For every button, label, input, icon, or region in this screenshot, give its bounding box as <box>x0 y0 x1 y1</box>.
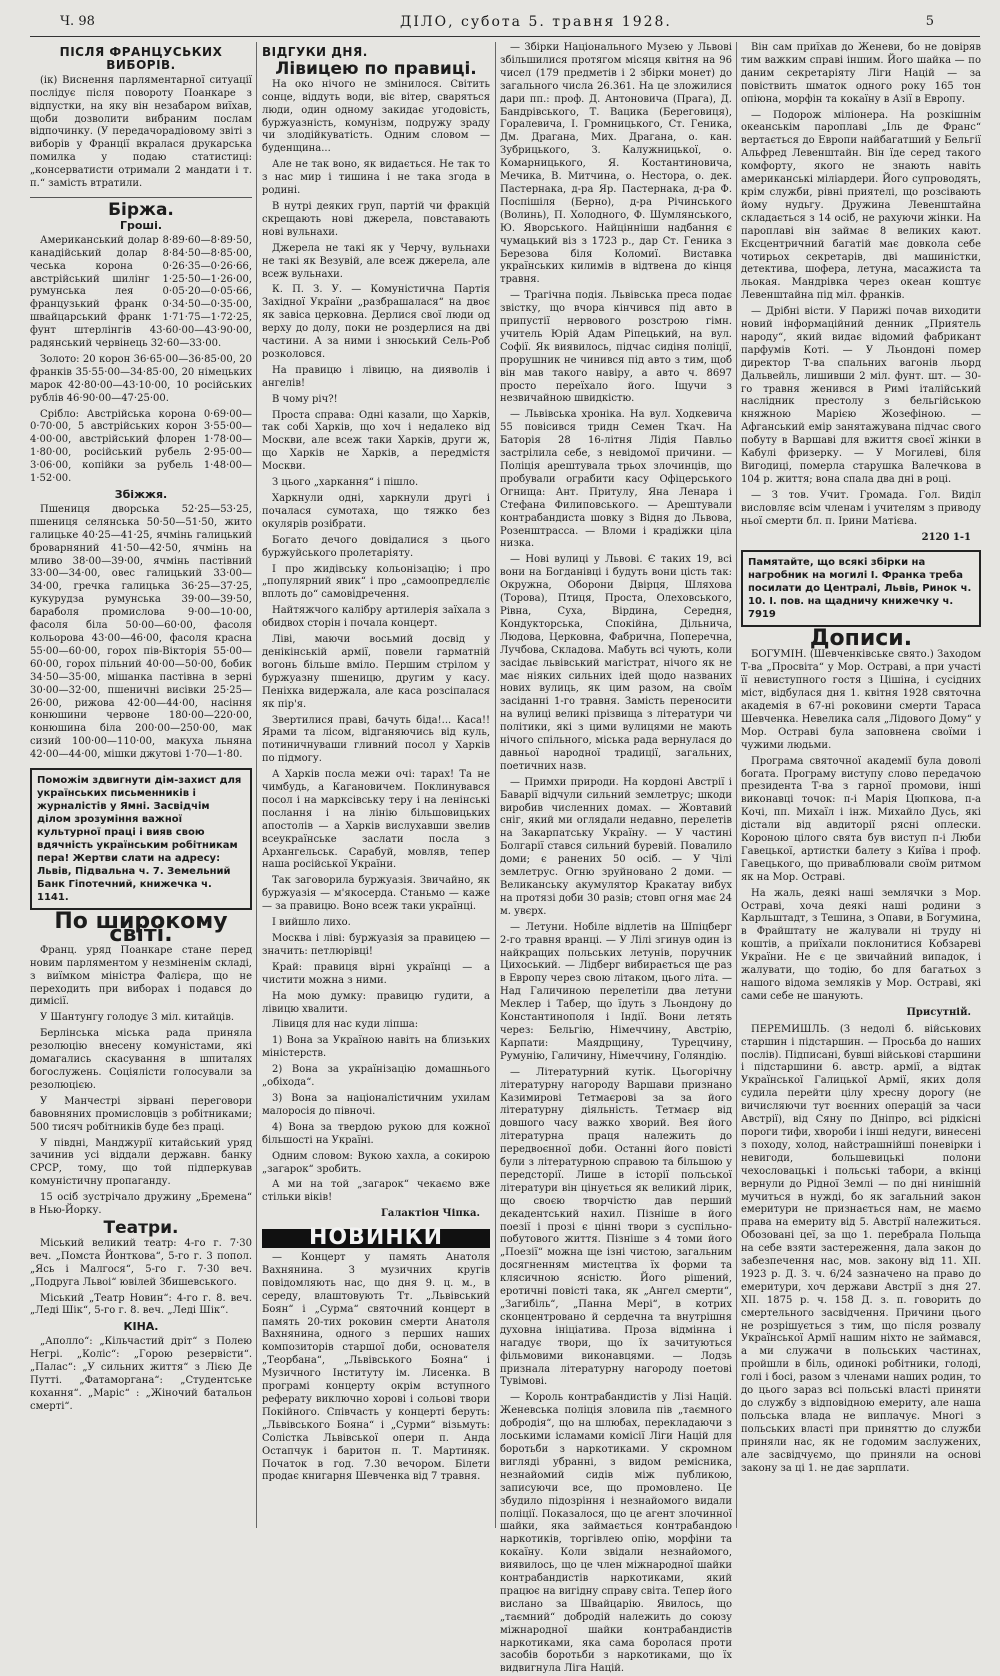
voices-heading: ВІДГУКИ ДНЯ. <box>262 45 368 59</box>
feuilleton-paragraph: Звертилися праві, бачуть біда!... Каса!! Ярами та лісом, відганяючись від куль, потиничнуваши гливний посол у Харків по підмогу. <box>262 714 490 765</box>
franko-appeal-box: Памятайте, що всякі збірки на нагробник на могилі І. Франка треба посилати до Централі, Львів, Ринок ч. 10. І. пов. на щадничу книжечку ч. 7919 <box>741 550 981 627</box>
column-divider <box>495 42 496 1528</box>
masthead <box>0 14 1000 44</box>
world-heading: По широкому світі. <box>54 909 228 947</box>
newspaper-title: ДІЛО, субота 5. травня 1928. <box>400 14 672 30</box>
feuilleton-paragraph: Одним словом: Вукою хахла, а сокирою „загарок“ зробить. <box>262 1150 490 1175</box>
report-paragraph: БОГУМІН. (Шевченківське свято.) Заходом Т-ва „Просвіта“ у Мор. Остраві, а при участі її невиступного гостя з Цішіна, і сусідних міст, відбулася дня 1. квітня 1928 святочна академія в 67-ні роковини смерти Тараса Шевченка. Невелика саля „Лідового Дому“ у Мор. Остраві була заповнена своїми і чужими людьми. <box>741 649 981 751</box>
feuilleton-title: Лівицею по правиці. <box>275 58 477 79</box>
news-item: — Львівська хроніка. На вул. Ходкевича 55 повісився тридн Семен Ткач. На Баторія 28 16-літня Лідія Павльо застрілила себе, з невідомої причини. — Поліція арештувала трьох злочинців, що пробували ограбити касу Офіцерського Огнища: Ант. Притулу, Яна Ленара і Стефана Филиповського. — Арештували контрабандиста шовку з Відня до Львова, Розенштрасса. — Вломи і крадіжки ціла низка. <box>500 409 732 550</box>
cinema-subheading: КІНА. <box>123 1320 159 1334</box>
news-item: — Літературний кутік. Цьогорічну літературну нагороду Варшави признано Казимирові Тетмаєрові за за його літературну діяльність. Тетмаєр від довшого часу важко хворий. Вея його літературна праця належить до передвоєнної доби. Останні його повісті були з літературною справою та більшою у передсторії. Лише в історії польської літератури він цінується як великий лірик, що своєю творчістю дав перший декадентський нахил. Пізніше в його поезії і прозі є цінні твори з суспільно-побутового життя. Пізніше з 4 томи його „Поезії“ можна ще ізні чистою, загальним досягненням мистецтва їх форми та клясичною ясністю. Його рішений, еротичні повісті така, як „Ангел смерти“, „Загибіль“, „Панна Мері“, в котрих сконцентровано й сердечна та внутрішня духовна ініціатива. Проза відмінна і нагадує твори, що їх зачитуються фільмовими виконавцями. — Лодзь признала літературну нагороду поетові Тувімові. <box>500 1066 732 1388</box>
theatre-listing: Міський великий театр: 4-го г. 7·30 веч. „Помста Йонткова“, 5-го г. 3 попол. „Ясь і Малгося“, 5-го г. 7·30 веч. „Подруга Львоі“ ювілей Збишевського. <box>30 1237 252 1288</box>
elections-heading: ПІСЛЯ ФРАНЦУСЬКИХ ВИБОРІВ. <box>59 45 223 72</box>
grain-subheading: Збіжжя. <box>114 488 168 501</box>
feuilleton-paragraph: На мою думку: правицю гудити, а лівицю хвалити. <box>262 990 490 1015</box>
column-4 <box>741 42 981 1528</box>
author-signature: Галактіон Чіпка. <box>380 1208 480 1220</box>
world-item: У Шантунгу голодує 3 міл. китайців. <box>40 1012 235 1024</box>
report-paragraph: Програма святочної академії була доволі богата. Програму виступу слово передачою президента Т-ва з гарної промови, інші виконавці точок: п-і Марія Цюпкова, п-а Кочі, пп. Михаїл і інж. Михайло Дусь, які дістали від авдиторії рясні оплески. Короною цілого свята був виступ п-і Люби Гавецької, артистки балету з Київа і проф. Гавецького, що приваблювали своїм ритмом як на Мор. Остраві. <box>741 755 981 883</box>
feuilleton-paragraph: Ліві, маючи восьмий досвід у денікінській армії, повели гарматній вогонь більше вміло. Першим стрілом у буржуазну пшеницю, другим у касу. Пеніхка видержала, але каса розсіпалася як пір'я. <box>262 634 490 710</box>
feuilleton-paragraph: Так заговорила буржуазія. Звичайно, як буржуазія — м'якосерда. Станьмо — каже — за правицю. Воно всеж таки українці. <box>262 875 490 913</box>
money-subheading: Гроші. <box>119 218 163 232</box>
feuilleton-paragraph: І про жидівську кольонізацію; і про „популярний явик“ і про „самоопредлєліє вплоть до“ самовідречення. <box>262 563 490 601</box>
column-3 <box>500 42 732 1675</box>
news-banner: НОВИНКИ <box>262 1229 490 1248</box>
world-item: У Манчестрі зірвані переговори бавовняних промисловців з робітниками; 500 тисяч робітників буде без праці. <box>30 1095 252 1133</box>
money-rates: Американський долар 8·89·60—8·89·50, канадійський долар 8·84·50—8·85·00, чеська корона 0·26·35—0·26·66, австрійський шилінг 1·25·50—1·26·00, румунська лея 0·05·20—0·05·66, французький франк 0·34·50—0·35·00, швайцарський франк 1·71·75—1·72·25, фунт штерлінгів 43·60·00—43·90·00, радянський червінець 32·60—33·00. <box>30 234 252 350</box>
column-divider <box>256 42 257 1528</box>
world-item: У півдні, Манджурії китайський уряд зачинив усі віддали державн. банку СРСР, тому, що той підперкував комуністичну пропаганду. <box>30 1137 252 1188</box>
feuilleton-paragraph: 3) Вона за націоналістичним ухилам малоросія до півночі. <box>262 1092 490 1117</box>
cinema-listing: „Аполло“: „Кільчастий дріт“ з Полею Негрі. „Коліс“: „Горою резервісти“. „Палас“: „У сильних життя“ з Лією Де Путті. „Фатаморгана“: „Студентське кохання“. „Маріс“ : „Жіночий батальон смерті“. <box>30 1336 252 1412</box>
feuilleton-paragraph: К. П. З. У. — Комуністична Партія Західної України „разбрашалася“ на двоє як завіса церковна. Дерлися свої люди од верху до долу, поки не роздерлися на дві частини. А за ними і знюський Сель-Роб розколовся. <box>262 284 490 360</box>
feuilleton-paragraph: 1) Вона за Україною навіть на близьких міністерств. <box>262 1035 490 1060</box>
ad-code: 2120 1-1 <box>921 531 971 543</box>
news-item: — Концерт у память Анатоля Вахнянина. З музичних кругів повідомляють нас, що дня 9. ц. м., в середу, влаштовують Тт. „Львівський Боян“ і „Сурма“ святочний концерт в память 20-тих роковин смерти Анатоля Вахнянина, одного з перших наших композиторів старшої доби, основателя „Теорбана“, „Львівського Бояна“ і Музичного Інституту ім. Лисенка. В програмі концерту окрім вступного реферату виключно хорові і сольові твори Покійного. Співчасть у концерті беруть: „Львівського Бояна“ і „Сурми“ візьмуть: Солістка Львівської опери п. Анда Остапчук і баритон п. Т. Мартиняк. Початок в год. 7.30 вечором. Білети продає книгарня Шевченка від 7 травня. <box>262 1252 490 1483</box>
feuilleton-paragraph: В чому річ?! <box>272 393 338 405</box>
page-number: Ч. 98 <box>60 14 95 29</box>
feuilleton-paragraph: Але не так воно, як видається. Не так то з нас мир і тишина і не така згода в родині. <box>262 159 490 197</box>
report-paragraph: На жаль, деякі наші землячки з Мор. Остраві, хоча деякі наші родини з Карльштадт, з Тешина, з Опави, в Богумина, в Фрайштату не жалували ні труду ні коштів, а приїхали поклонитися Кобзареві України. Не є це звичайний випадок, і жалувати, що тодію, бо для багатьох з нашого відома земляків у Мор. Остраві, які сами себе не шанують. <box>741 887 981 1002</box>
feuilleton-paragraph: 2) Вона за українізацію домашнього „обіхода“. <box>262 1064 490 1089</box>
feuilleton-paragraph: Харкнули одні, харкнули другі і почалася сумотаха, що тяжко без окулярів розібрати. <box>262 493 490 530</box>
theatre-listing: Міський „Театр Новин“: 4-го г. 8. веч. „Леді Шік“, 5-го г. 8. веч. „Леді Шік“. <box>30 1292 252 1317</box>
elections-article: (ік) Виснення парляментарної ситуації послідує після повороту Поанкаре з відпустки, на яку він незабаром виїхав, щоби дозволити вибраним послам відпочинку. (У передачорадіовому звіті з виборів у Франції вкралася друкарська помилка у подаю статистиці: „консерватисти отримали 2 мандати і т. п.“ замість втратили. <box>30 74 252 190</box>
feuilleton-paragraph: Лівиця для нас куди ліпша: <box>272 1019 419 1031</box>
help-appeal-box: Поможім здвигнути дім-захист для українських письменників і журналістів у Ямні. Засвідчім ділом зрозуміння важної культурної праці і вияв свою вдячність українським робітникам пера! Жертви слати на адресу: Львів, Підвальна ч. 7. Земельний Банк Гіпотечний, книжечка ч. 1141. <box>30 768 252 910</box>
column-2 <box>262 42 490 1528</box>
silver-rates: Срібло: Австрійська корона 0·69·00—0·70·00, 5 австрійських корон 3·55·00—4·00·00, австрійський флорен 1·78·00—1·80·00, російський рубель 2·95·00—3·06·00, копійки за рубель 1·48·00—1·52·00. <box>30 408 252 485</box>
feuilleton-paragraph: З цього „харкання“ і пішло. <box>272 477 419 489</box>
gold-rates: Золото: 20 корон 36·65·00—36·85·00, 20 франків 35·55·00—34·85·00, 20 німецьких марок 42·80·00—43·10·00, 10 російських рублів 46·90·00—47·25·00. <box>30 353 252 404</box>
grain-prices: Пшениця дворська 52·25—53·25, пшениця селянська 50·50—51·50, жито галицьке 40·25—41·25, ячмінь галицький броварняний 41·50—42·50, ячмінь на мливо 38·00—39·00, ячмінь пастівний 33·00—34·00, овес галицький 33·00—34·00, гречка галицька 36·25—37·25, кукурудза румунська 39·00—39·50, бараболя промислова 9·00—10·00, фасоля біла 50·00—60·00, фасоля кольорова 43·00—46·00, фасоля красна 55·00—60·00, горох пів-Вікторія 55·00—60·00, горох пільний 40·00—50·00, бобик 34·50—35·00, мішанка пастівна в зерні 30·00—32·00, пшеничні висівки 25·25—26·00, рижова 42·00—44·00, насіння конюшини червоне 180·00—220·00, конюшина біла 200·00—250·00, мак сизий 100·00—110·00, макуха льняна 42·00—44·00, мішки джутові 1·70—1·80. <box>30 503 252 761</box>
feuilleton-paragraph: І вийшло лихо. <box>272 917 351 929</box>
report-signature: Присутній. <box>906 1006 971 1018</box>
feuilleton-paragraph: Край: правиця вірні українці — а чистити можна з ними. <box>262 961 490 986</box>
reports-heading: Дописи. <box>809 626 913 652</box>
feuilleton-paragraph: А Харків посла межи очі: тарах! Та не чимбудь, а Кагановичем. Поклинувався посол і на марксівську теру і на ленінські послання і на лінію більшовицьких апостолів — а Харків вислухавши звелив всеукраїнське заслати посла з Архангельськ. Сарабуй, мовляв, тепер наша російської України. <box>262 769 490 871</box>
exchange-heading: Біржа. <box>108 199 174 220</box>
news-item: — Король контрабандистів у Лізі Націй. Женевська поліція зловила пів „таємного добродія“, що на шлюбах, перекладаючи з лоськими ісламами комісії Ліги Націй для боротьби з наркотиками. У скромном вигляді убранні, з видом ремісника, незнайомий сидів між публикою, записуючи все, що промовлено. Це збудило підозріння і незнайомого видали поліції. Показалося, що це агент злочинної шайки, яка займається контрабандою наркотиків, торгівлею опію, морфіни та кокаїну. Коли звідали незнайомого, виявилось, що це член міжнародної шайки контрабандистів наркотиками, який працює на вигідну справу світа. Тепер його вислано за Швайцарію. Явилось, що „таємний“ добродій належить до союзу міжнародної шайки контрабандистів наркотиками, яка сама боролася проти засобів боротьби з наркотиками, що їх видвигнула Ліга Націй. <box>500 1392 732 1675</box>
news-item: — Трагічна подія. Львівська преса подає звістку, що вчора кінчився під авто в припустії нервового розстрою гімн. учитель Юрій Адам Ріпецький, на вул. Софії. Як виявилось, підчас сидіня поліції, прорушник не чинився під авто з тим, щоб він мав такого навіру, а авто ч. 8697 просто переїхало його. Іщучи з незвичайною швидкістю. <box>500 290 732 405</box>
feuilleton-paragraph: Богато дечого довідалися з цього буржуйського пролетаріяту. <box>262 534 490 559</box>
world-item: 15 осіб зустрічало дружину „Бремена“ в Нью-Йорку. <box>30 1192 252 1217</box>
separator <box>30 197 252 198</box>
news-item: — Збірки Національного Музею у Львові збільшилися протягом місяця квітня на 96 чисел (179 предметів і 2 збірки монет) до загального числа 26.361. На це зложилися дари пп.: проф. Д. Антоновича (Прага), Д. Бандрівського, Т. Вацика (Береговиця), Горалевича, І. Громницького, Ст. Геника, Дм. Драгана, Мих. Драгана, о. кан. Зубрицького, З. Калужницької, о. Комарницького, Я. Костантиновича, Мечика, В. Митчина, о. Нестора, о. дек. Пастернака, д-ра Яр. Пастернака, д-ра Ф. Поспішіля (Берно), д-ра Річинського (Волинь), П. Холодного, Ф. Шумлянського, Ю. Яворського. Найцінніши надбання є чумацький віз з 1723 р., дар Ст. Геника з Березова біля Коломиї. Виставка українських килимів в відтвена до кінця травня. <box>500 42 732 286</box>
news-item: — Нові вулиці у Львові. Є таких 19, всі вони на Богданівці і будуть вони цість так: Окружна, Оборони Двірця, Шляхова (Торова), Птиця, Проста, Олеховського, Рівна, Суха, Вірдина, Середня, Кондукторська, Спокійна, Дільнича, Людова, Церковна, Фабрична, Поперечна, Лучбова, Складова. Мабуть всі чують, коли засідає львівський магістрат, нічого як не має ніяких сильних ідей щодо названих нових вулиць, як цим разом, на своїм засіданні 1-го травня. Замість переносити на вулиці великі прізвища з літератури чи політики, які з цими вулицями не мають нічого спільного, міська рада вернулася до давньої народної традиції, загальних, поетичних назв. <box>500 554 732 772</box>
feuilleton-paragraph: Проста справа: Одні казали, що Харків, так собі Харків, що хоч і недалеко від Москви, але всеж таки Харків, други ж, що Харків не Харків, а передмістя Москви. <box>262 409 490 473</box>
feuilleton-paragraph: А ми на той „загарок“ чекаємо вже стільки віків! <box>262 1179 490 1204</box>
news-item: Він сам приїхав до Женеви, бо не довіряв тим важким справі іншим. Його шайка — по даним секретаріяту Ліги Націй — за повіствить шматок одного року 165 тон опіюна, морфін та кокаїну в Азії в Европу. <box>741 42 981 105</box>
feuilleton-paragraph: На око нічого не змінилося. Світить сонце, віддуть води, віє вітер, сваряться люди, один одному закидає угодовість, буржуазність, комунізм, подружу зраду чи злодійкуватість. Одним словом — буденщина... <box>262 78 490 155</box>
column-1 <box>30 42 252 1528</box>
feuilleton-paragraph: В нутрі деяких груп, партій чи фракцій скрещають нові джерела, повставають нові вульнахи. <box>262 200 490 238</box>
news-item: — Примхи природи. На кордоні Австрії і Баварії відчули сильний землетрус; шкоди виробив численних домах. — Жовтавий сніг, який ми оглядали недавно, перелетів на Закарпатську Україну. — У частині Болгарії стався сильний буревій. Повалило доми; є ранених 50 осіб. — У Чілі землетрус. Огню зруйновано 2 доми. — Великанську акумулятор Кракатау вибух на протязі доби 30 разів; стовп огня має 24 м. увєрх. <box>500 776 732 917</box>
news-item: — Летуни. Нобіле відлетів на Шпіцберг 2-го травня вранці. — У Лілі згинув один із найкращих польських летунів, поручник Цихоський. — Лідберг вибирається ще раз в Европу через свою літаком, цього літа. — Над Галичиною перелетіли два летуни Меклер і Табер, що їдуть з Льондону до Константинополя і Індії. Вони летять через: Бельгію, Німеччину, Австрію, Карпати: Маядрщину, Турецчину, Румунію, Галичину, Німеччину, Голяндію. <box>500 921 732 1062</box>
world-item: Берлінська міська рада приняла резолюцію внесену комуністами, які домагались скасування в шпиталях богослужень. Соціялісти голосували за резолюцією. <box>30 1028 252 1091</box>
feuilleton-paragraph: 4) Вона за твердою рукою для кожної більшості на Україні. <box>262 1121 490 1146</box>
news-item: — З тов. Учит. Громада. Гол. Виділ висловляє всім членам і учителям з приводу ньої смерти бл. п. Ірини Матієва. <box>741 489 981 527</box>
feuilleton-paragraph: Джерела не такі як у Черчу, вульнахи не такі як Везувій, але всеж джерела, але всеж вульнахи. <box>262 242 490 280</box>
feuilleton-paragraph: Найтяжчого калібру артилерія заїхала з обидвох сторін і почала концерт. <box>262 605 490 630</box>
top-rule <box>30 36 980 37</box>
theatres-heading: Театри. <box>103 1217 179 1238</box>
news-item: — Подорож міліонера. На розкішнім океанськім пароплаві „Іль де Франс“ вертається до Европи найбагатший у Бельгії Альфред Левенштайн. Він їде серед такого комфорту, якого не знають навіть американські міліардери. Його супроводять, крім служби, рівні приятелі, що розсівають йому нудьгу. Дружина Левенштайна складається з 14 осіб, не рахуючи жінки. На пароплаві він займає 8 великих кают. Ексцентричний багатій має довкола себе чотирьох секретарів, дві машиністки, детектива, шофера, летуна, масажиста та льокая. Мандрівка через океан коштує Левенштайна під міл. франків. <box>741 109 981 302</box>
world-item: Франц. уряд Поанкаре стане перед новим парляментом у незміненім складі, з виїмком міністра Фалієра, що не переходить при виборах і подався до димісії. <box>30 944 252 1008</box>
report-paragraph: ПЕРЕМИШЛЬ. (З недолі б. військових старшин і підстаршин. — Просьба до наших послів). Підписані, бувші військові старшини і підстаршини 6. австр. армії, а відтак Української Галицької Армії, яких доля судила перейти цілу хресну дорогу (не вичисляючи тут воєнних операцій за часи Австрії), від Сяну по Дніпро, всі рідкісні пороги тифи, хвороби і інші недуги, винесені з походу, холод, найстрашнійші поневірки і невигоди, большевицькі полони чехословацькі і польські табори, а вкінці вернули до Рідної Землі — по дні нинішній мучиться в нужді, бо як загальний закон емеритури не признається нам, не маємо права на емериту від 5. Австрії належиться. Обозовані цеї, за що 1. перебрала Польща на себе взяти застереження, дала закон до забезпечення нас, мов. закону від 11. XII. 1923 р. Д. З. ч. 6/24 зазначено на право до емеритури, хоч держави Австрії з дня 27. XII. 1875 р. ч. 158 Д. з. п. говорить до смертельного засвідчення. Причини цього не розрішується з тим, що після розвалу Української Армії нашим ніхто не займався, а ми служачи в польських частинах, пройшли в біль, одинокі робітники, голоді, голі і босі, разом з членами наших родин, то до цього зараз всі польські власті приняти до службу з відповідною емериту, але наша польська влада не виплачує. Многі з польських власті при приняттю до служби приняли нас, як не годомим заслужених, але засвідчуємо, що приняли на основі закону за ці 1. не дає зарплати. <box>741 1023 981 1474</box>
news-item: — Дрібні вісти. У Парижі почав виходити новий інформаційний денник „Приятель народу“, який видає відомий фабрикант парфумів Коті. — У Льондоні помер директор Т-ва спальних вагонів льорд Дальвейль, лишивши 2 міл. фунт. шт. — 30-го травня женився в Римі італійський наслідник престолу з бельгійською княжною Марією Жозефіною. — Афганський емір занятажувана підчас свого побуту в Варшаві для вжиття своєї жінки в Кабулі фризерку. — У Могилеві, біля Вигодиці, померла старушка Валечкова в 104 р. життя; вона спала два дні в році. <box>741 306 981 485</box>
column-divider <box>736 42 737 1528</box>
page-right-number: 5 <box>925 14 934 29</box>
feuilleton-paragraph: На правицю і лівицю, на дияволів і ангелів! <box>262 364 490 389</box>
feuilleton-paragraph: Москва і ліві: буржуазія за правицею — значить: петлюрівці! <box>262 933 490 957</box>
